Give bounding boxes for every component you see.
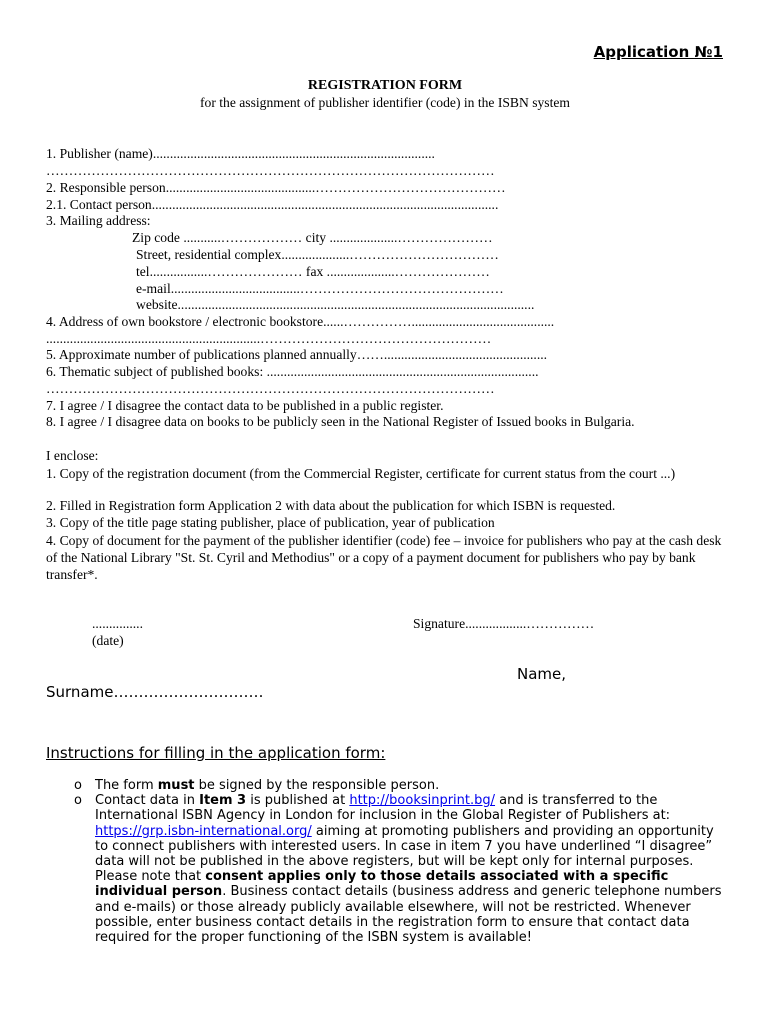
instruction-text: and is transferred to the International ISBN Agency in London for inclusion in the Global Register of Publishers at: — [95, 793, 671, 824]
enclose-item-2: 2. Filled in Registration form Application 2 with data about the publication for which ISBN is requested. — [46, 498, 616, 513]
enclose-item-1: 1. Copy of the registration document (from the Commercial Register, certificate for current status from the court ...) — [46, 466, 676, 481]
form-title: REGISTRATION FORM — [307, 78, 463, 93]
bullet-icon: o — [74, 778, 82, 793]
application-number: Application №1 — [593, 43, 723, 61]
email-field[interactable]: e-mail......................................……………………………………… — [136, 281, 504, 296]
consent-item-8[interactable]: 8. I agree / I disagree data on books to be publicly seen in the National Register of Issued books in Bulgaria. — [46, 414, 635, 429]
thematic-subject-field[interactable]: 6. Thematic subject of published books: ................................................................................ — [46, 364, 539, 379]
instructions-title: Instructions for filling in the application form: — [46, 744, 386, 762]
date-label: (date) — [92, 633, 124, 648]
publications-planned-field[interactable]: 5. Approximate number of publications planned annually……................................................ — [46, 347, 548, 362]
bullet-icon: o — [74, 793, 82, 809]
instruction-item — [46, 793, 726, 945]
enclose-heading: I enclose: — [46, 448, 99, 463]
name-label: Name, — [517, 665, 567, 683]
instruction-text: . Business contact details (business address and generic telephone numbers and e-mails) or those already publicly available elsewhere, will not be restricted. Whenever possible, enter business contact details in the registration form to ensure that contact data required for the proper functioning of the ISBN system is available! — [95, 884, 722, 946]
form-subtitle: for the assignment of publisher identifier (code) in the ISBN system — [200, 95, 570, 110]
grp-isbn-link[interactable]: https://grp.isbn-international.org/ — [95, 823, 312, 839]
surname-field[interactable]: Surname………………………… — [46, 683, 264, 701]
responsible-person-field[interactable]: 2. Responsible person............................................…………………………………… — [46, 180, 506, 195]
instruction-text: Contact data in — [95, 793, 200, 809]
bookstore-address-continuation[interactable]: ...............................................................…………………………………………… — [46, 331, 492, 346]
instruction-emphasis: consent applies only to those details associated with a specific individual person — [95, 869, 669, 900]
street-field[interactable]: Street, residential complex....................…………………………… — [136, 247, 499, 262]
contact-person-field[interactable]: 2.1. Contact person...................................................................................................... — [46, 197, 499, 212]
instruction-item — [46, 778, 726, 793]
mailing-address-label: 3. Mailing address: — [46, 213, 151, 228]
booksinprint-link[interactable]: http://booksinprint.bg/ — [349, 793, 496, 809]
bookstore-address-field[interactable]: 4. Address of own bookstore / electronic bookstore......…………….......................................... — [46, 314, 555, 329]
publisher-name-field[interactable]: 1. Publisher (name)................................................................................... — [46, 146, 435, 161]
instruction-text: be signed by the responsible person. — [194, 778, 440, 793]
tel-fax-field[interactable]: tel.................………………… fax ....................………………… — [136, 264, 490, 279]
publisher-name-continuation[interactable]: ……………………………………………………………………………………… — [46, 163, 495, 178]
instruction-emphasis: must — [157, 778, 195, 793]
enclose-item-3: 3. Copy of the title page stating publisher, place of publication, year of publication — [46, 515, 495, 530]
instruction-text: is published at — [246, 793, 350, 809]
instruction-text: The form — [95, 778, 158, 793]
signature-field[interactable]: Signature..................…………… — [413, 616, 595, 631]
enclose-item-4: 4. Copy of document for the payment of the publisher identifier (code) fee – invoice for publishers who pay at the cash desk of the National Library "St. St. Cyril and Methodius" or a copy of a payment document for publishers who pay by bank transfer*. — [46, 533, 722, 582]
website-field[interactable]: website......................................................................................................... — [136, 297, 535, 312]
instructions-list — [46, 778, 726, 945]
consent-item-7[interactable]: 7. I agree / I disagree the contact data to be published in a public register. — [46, 398, 444, 413]
instruction-text: aiming at promoting publishers and providing an opportunity to connect publishers with interested users. In case in item 7 you have underlined “I disagree” data will not be published in the above registers, but will be kept only for internal purposes. Please note that — [95, 823, 714, 885]
thematic-subject-continuation[interactable]: ……………………………………………………………………………………… — [46, 381, 495, 396]
zip-city-field[interactable]: Zip code ...........……………… city ....................………………… — [132, 230, 493, 245]
instruction-emphasis: Item 3 — [199, 793, 247, 809]
date-field[interactable]: ............... — [92, 616, 143, 631]
